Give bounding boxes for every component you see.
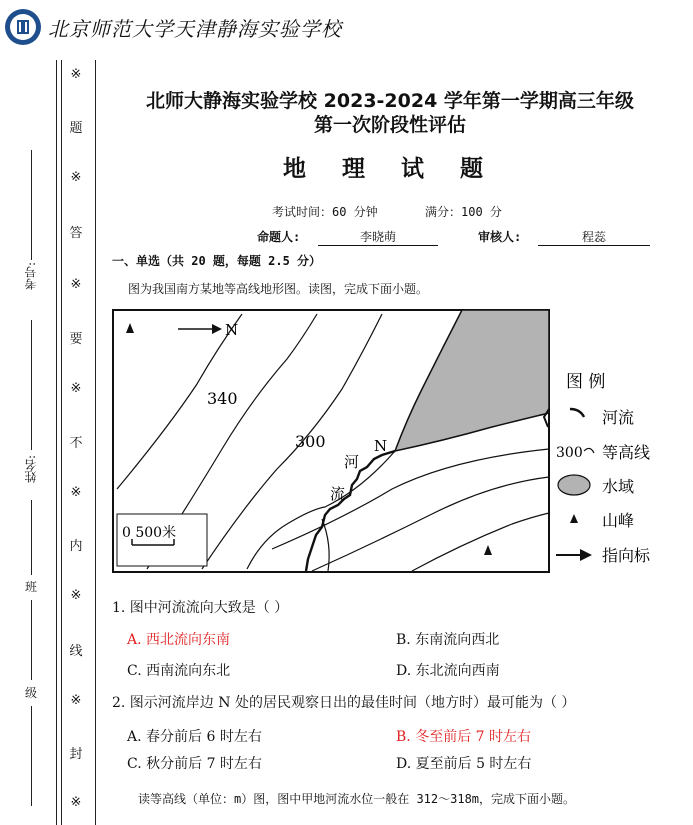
grade-label: 级 xyxy=(24,686,37,700)
exam-number-label: 考号: xyxy=(24,262,38,291)
reviewer-label: 审核人: xyxy=(478,230,522,244)
binding-line-inner xyxy=(61,60,62,825)
river-label-char2: 流 xyxy=(330,485,346,503)
section-heading: 一、单选（共 20 题，每题 2.5 分） xyxy=(112,254,322,268)
binding-char: 要 xyxy=(69,332,83,347)
map-legend xyxy=(550,365,690,585)
binding-char: ※ xyxy=(70,170,82,185)
legend-arrow-head xyxy=(580,549,592,561)
binding-char: 答 xyxy=(69,226,83,241)
binding-char: ※ xyxy=(70,485,82,500)
legend-north: 指向标 xyxy=(602,546,651,565)
legend-peak: 山峰 xyxy=(602,511,635,530)
binding-char: 题 xyxy=(69,121,83,136)
binding-char: ※ xyxy=(70,381,82,396)
legend-water: 水域 xyxy=(602,477,635,496)
binding-char: ※ xyxy=(70,795,82,810)
q1-option-c[interactable]: C. 西南流向东北 xyxy=(127,663,231,679)
exam-time: 考试时间：60 分钟 xyxy=(272,205,378,219)
legend-title: 图 例 xyxy=(566,372,606,392)
school-logo xyxy=(4,8,42,46)
contour-label-340: 340 xyxy=(207,389,238,408)
binding-char: 线 xyxy=(69,644,83,659)
binding-rule xyxy=(31,706,32,806)
legend-contour-value: 300 xyxy=(556,445,583,461)
legend-river-icon xyxy=(570,409,584,417)
contour-label-300: 300 xyxy=(295,432,326,451)
author-name: 李晓萌 xyxy=(318,228,438,246)
binding-line-outer xyxy=(56,60,57,825)
school-name: 北京师范大学天津静海实验学校 xyxy=(48,17,342,41)
exam-score: 满分：100 分 xyxy=(425,205,502,219)
q2-option-c[interactable]: C. 秋分前后 7 时左右 xyxy=(127,756,262,772)
binding-char: ※ xyxy=(70,693,82,708)
exam-title-line1: 北师大静海实验学校 2023-2024 学年第一学期高三年级 xyxy=(146,90,634,112)
question-1-stem: 1. 图中河流流向大致是（ ） xyxy=(112,600,289,616)
scale-label: 0 500米 xyxy=(122,525,177,541)
binding-rule xyxy=(31,600,32,680)
binding-char: 内 xyxy=(69,539,83,554)
legend-river: 河流 xyxy=(602,408,635,427)
question-2-stem: 2. 图示河流岸边 N 处的居民观察日出的最佳时间（地方时）最可能为（ ） xyxy=(112,695,576,711)
legend-contour-icon xyxy=(584,448,594,453)
q1-option-a[interactable]: A. 西北流向东南 xyxy=(127,632,231,648)
legend-water-icon xyxy=(558,475,590,495)
section-intro: 图为我国南方某地等高线地形图。读图，完成下面小题。 xyxy=(128,282,429,296)
subject-title: 地 理 试 题 xyxy=(282,156,498,182)
river-label-char1: 河 xyxy=(344,453,360,471)
binding-char: 不 xyxy=(69,436,83,451)
class-label: 班 xyxy=(24,580,37,594)
author-label: 命题人: xyxy=(257,230,301,244)
q2-option-b[interactable]: B. 冬至前后 7 时左右 xyxy=(396,729,531,745)
binding-rule xyxy=(31,320,32,450)
binding-char: ※ xyxy=(70,67,82,82)
q2-option-a[interactable]: A. 春分前后 6 时左右 xyxy=(127,729,262,745)
binding-char: ※ xyxy=(70,277,82,292)
legend-contour: 等高线 xyxy=(602,443,651,462)
name-label: 姓名: xyxy=(24,455,38,484)
binding-char: 封 xyxy=(69,747,83,762)
q1-option-d[interactable]: D. 东北流向西南 xyxy=(396,663,500,679)
binding-char: ※ xyxy=(70,588,82,603)
point-n-label: N xyxy=(374,437,388,455)
reviewer-name: 程蕊 xyxy=(538,228,650,246)
binding-rule xyxy=(31,500,32,575)
q1-option-b[interactable]: B. 东南流向西北 xyxy=(396,632,500,648)
legend-peak-icon xyxy=(570,514,578,523)
contour-map xyxy=(112,309,550,573)
q2-option-d[interactable]: D. 夏至前后 5 时左右 xyxy=(396,756,532,772)
binding-line-right xyxy=(95,60,96,825)
binding-rule xyxy=(31,150,32,260)
north-label: N xyxy=(225,321,239,339)
exam-title-line2: 第一次阶段性评估 xyxy=(313,114,466,136)
next-section-intro: 读等高线（单位：m）图，图中甲地河流水位一般在 312～318m，完成下面小题。 xyxy=(138,792,576,806)
